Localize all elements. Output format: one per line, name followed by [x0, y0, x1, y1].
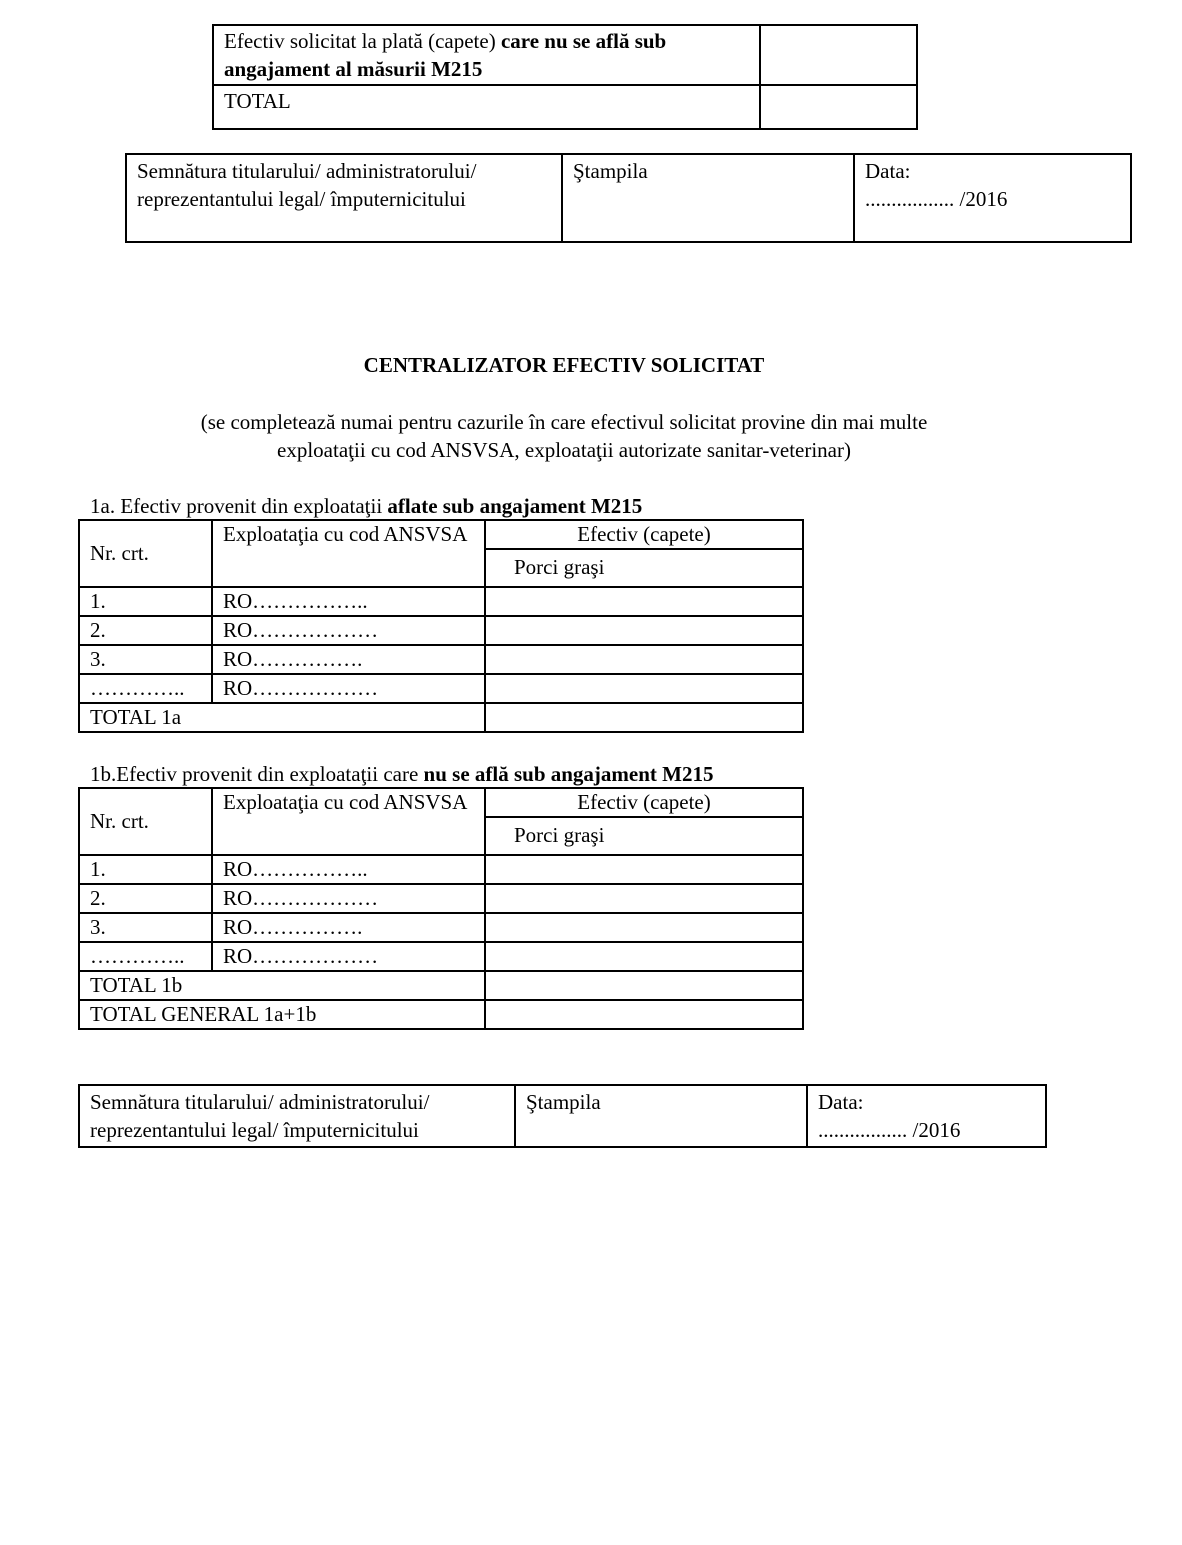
table-row: [79, 884, 803, 913]
section-1a-table: [78, 519, 804, 733]
table-row: [79, 587, 803, 616]
row-nr: 3.: [79, 913, 212, 942]
row-value-field[interactable]: [485, 855, 803, 884]
row-cod[interactable]: RO………………: [212, 884, 485, 913]
row-cod[interactable]: RO………………: [212, 674, 485, 703]
row-cod[interactable]: RO……………..: [212, 855, 485, 884]
table-row: [79, 1085, 1046, 1147]
header-exploatatie: Exploataţia cu cod ANSVSA: [212, 788, 485, 855]
signature-table-2: [78, 1084, 1047, 1148]
row-nr: 1.: [79, 855, 212, 884]
row-cod[interactable]: RO…………….: [212, 645, 485, 674]
grand-total-row: [79, 1000, 803, 1029]
stamp-field[interactable]: [515, 1085, 807, 1147]
row-nr: 1.: [79, 587, 212, 616]
row-nr: 3.: [79, 645, 212, 674]
subtitle-line-1: (se completează numai pentru cazurile în care efectivul solicitat provine din mai multe: [200, 410, 928, 434]
total-row: [79, 971, 803, 1000]
section-1b-label-bold: nu se află sub angajament M215: [423, 762, 714, 786]
table-row: [79, 913, 803, 942]
header-efectiv: Efectiv (capete): [485, 788, 803, 817]
row-nr: …………..: [79, 942, 212, 971]
total-value-field[interactable]: [760, 85, 917, 129]
total-1a-label: TOTAL 1a: [79, 703, 485, 732]
date-label: Data:: [865, 159, 911, 183]
grand-total-label: TOTAL GENERAL 1a+1b: [79, 1000, 485, 1029]
stamp-label: Ştampila: [526, 1090, 601, 1114]
row-value-field[interactable]: [485, 616, 803, 645]
row-value-field[interactable]: [485, 942, 803, 971]
date-label: Data:: [818, 1090, 864, 1114]
table-row: [79, 855, 803, 884]
table-row: [79, 942, 803, 971]
date-field[interactable]: [807, 1085, 1046, 1147]
header-efectiv: Efectiv (capete): [485, 520, 803, 549]
total-1b-label: TOTAL 1b: [79, 971, 485, 1000]
row-value-field[interactable]: [485, 913, 803, 942]
row-nr: …………..: [79, 674, 212, 703]
section-1a-label: 1a. Efectiv provenit din exploataţii aflate sub angajament M215: [90, 494, 643, 518]
date-value: ................. /2016: [865, 187, 1008, 211]
requested-heads-table: [212, 24, 918, 130]
table-row: [79, 674, 803, 703]
signature-field[interactable]: [126, 154, 562, 242]
signature-table-1: [125, 153, 1132, 243]
stamp-label: Ştampila: [573, 159, 648, 183]
row-cod[interactable]: RO……………..: [212, 587, 485, 616]
requested-heads-label: Efectiv solicitat la plată (capete) care nu se află sub angajament al măsurii M215: [213, 25, 760, 85]
total-label: TOTAL: [213, 85, 760, 129]
header-porci-grasi: Porci graşi: [485, 817, 803, 855]
row-value-field[interactable]: [485, 645, 803, 674]
table-row: [213, 85, 917, 129]
header-porci-grasi: Porci graşi: [485, 549, 803, 587]
section-1a-label-bold: aflate sub angajament M215: [387, 494, 643, 518]
header-nr-crt: Nr. crt.: [79, 788, 212, 855]
requested-heads-label-bold: care nu se află sub angajament al măsurii M215: [224, 29, 667, 81]
header-nr-crt: Nr. crt.: [79, 520, 212, 587]
header-exploatatie: Exploataţia cu cod ANSVSA: [212, 520, 485, 587]
total-1a-value-field[interactable]: [485, 703, 803, 732]
row-value-field[interactable]: [485, 674, 803, 703]
requested-heads-value-field[interactable]: [760, 25, 917, 85]
row-nr: 2.: [79, 884, 212, 913]
signature-label: Semnătura titularului/ administratorului/ reprezentantului legal/ împuternicitului: [90, 1090, 430, 1142]
table-row: [126, 154, 1131, 242]
table-header-row: [79, 788, 803, 817]
row-cod[interactable]: RO………………: [212, 942, 485, 971]
row-value-field[interactable]: [485, 587, 803, 616]
date-value: ................. /2016: [818, 1118, 961, 1142]
page-title: CENTRALIZATOR EFECTIV SOLICITAT: [363, 353, 765, 377]
signature-field[interactable]: [79, 1085, 515, 1147]
page-subtitle: [0, 408, 1128, 464]
row-value-field[interactable]: [485, 884, 803, 913]
section-1b-label: 1b.Efectiv provenit din exploataţii care nu se află sub angajament M215: [90, 762, 714, 786]
row-cod[interactable]: RO…………….: [212, 913, 485, 942]
date-field[interactable]: [854, 154, 1131, 242]
total-row: [79, 703, 803, 732]
signature-label: Semnătura titularului/ administratorului/ reprezentantului legal/ împuternicitului: [137, 159, 477, 211]
table-header-row: [79, 520, 803, 549]
stamp-field[interactable]: [562, 154, 854, 242]
total-1b-value-field[interactable]: [485, 971, 803, 1000]
subtitle-line-2: exploataţii cu cod ANSVSA, exploataţii autorizate sanitar-veterinar): [277, 438, 851, 462]
row-nr: 2.: [79, 616, 212, 645]
section-1b-table: [78, 787, 804, 1030]
row-cod[interactable]: RO………………: [212, 616, 485, 645]
table-row: [79, 645, 803, 674]
grand-total-value-field[interactable]: [485, 1000, 803, 1029]
table-row: [213, 25, 917, 85]
table-row: [79, 616, 803, 645]
